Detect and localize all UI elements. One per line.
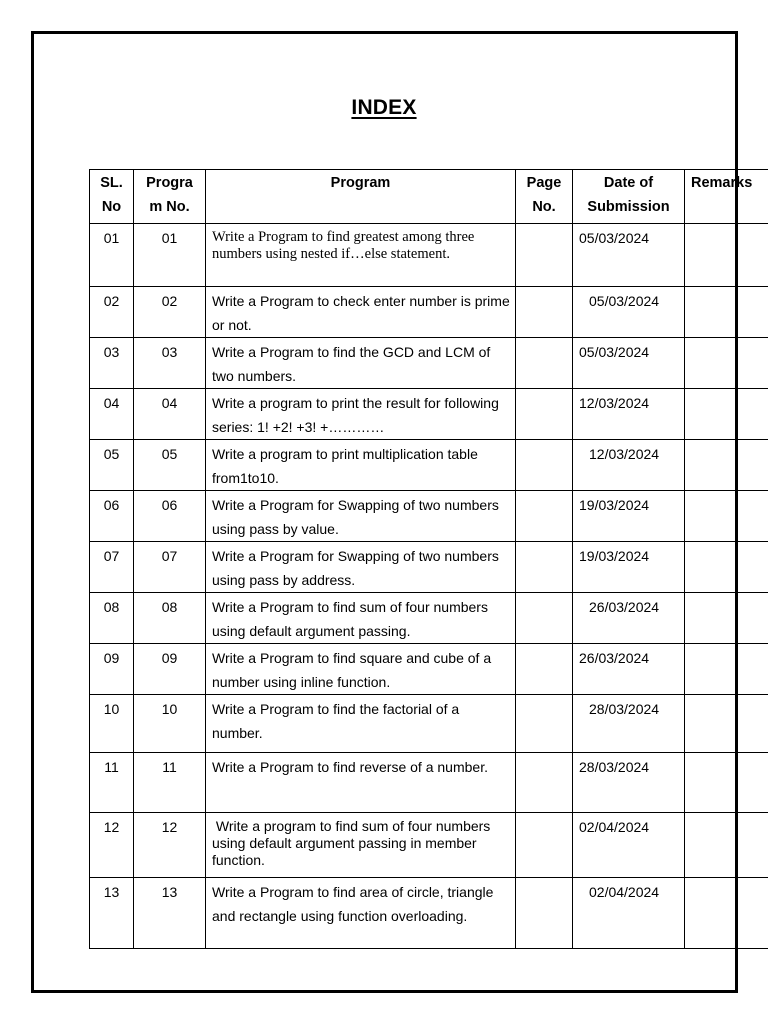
remarks-cell bbox=[685, 644, 768, 695]
sl-no-cell: 08 bbox=[90, 593, 134, 644]
page-no-cell bbox=[516, 389, 573, 440]
program-cell: Write a Program to find the GCD and LCM of two numbers. bbox=[206, 338, 516, 389]
remarks-cell bbox=[685, 593, 768, 644]
remarks-cell bbox=[685, 389, 768, 440]
table-row bbox=[90, 287, 768, 338]
program-cell: Write a Program for Swapping of two numbers using pass by address. bbox=[206, 542, 516, 593]
date-cell: 05/03/2024 bbox=[573, 287, 685, 338]
program-cell: Write a program to find sum of four numbers using default argument passing in member function. bbox=[206, 813, 516, 878]
program-no-cell: 08 bbox=[134, 593, 206, 644]
page-title: INDEX bbox=[351, 96, 417, 119]
date-cell: 19/03/2024 bbox=[573, 542, 685, 593]
table-row bbox=[90, 338, 768, 389]
program-no-cell: 01 bbox=[134, 224, 206, 287]
program-cell: Write a Program to find reverse of a number. bbox=[206, 753, 516, 813]
table-row bbox=[90, 593, 768, 644]
table-row bbox=[90, 753, 768, 813]
page-no-cell bbox=[516, 338, 573, 389]
remarks-cell bbox=[685, 542, 768, 593]
page-no-cell bbox=[516, 753, 573, 813]
page-no-cell bbox=[516, 440, 573, 491]
date-cell: 02/04/2024 bbox=[573, 813, 685, 878]
sl-no-cell: 10 bbox=[90, 695, 134, 753]
table-row bbox=[90, 695, 768, 753]
program-no-cell: 12 bbox=[134, 813, 206, 878]
sl-no-cell: 05 bbox=[90, 440, 134, 491]
program-cell: Write a Program to check enter number is prime or not. bbox=[206, 287, 516, 338]
date-cell: 28/03/2024 bbox=[573, 695, 685, 753]
date-cell: 02/04/2024 bbox=[573, 878, 685, 949]
table-header-row bbox=[90, 170, 768, 224]
remarks-cell bbox=[685, 440, 768, 491]
remarks-cell bbox=[685, 695, 768, 753]
sl-no-cell: 06 bbox=[90, 491, 134, 542]
page-no-cell bbox=[516, 542, 573, 593]
page-no-cell bbox=[516, 224, 573, 287]
date-cell: 12/03/2024 bbox=[573, 440, 685, 491]
program-cell: Write a Program to find sum of four numbers using default argument passing. bbox=[206, 593, 516, 644]
sl-no-cell: 01 bbox=[90, 224, 134, 287]
program-cell: Write a Program to find square and cube of a number using inline function. bbox=[206, 644, 516, 695]
sl-no-cell: 07 bbox=[90, 542, 134, 593]
table-row bbox=[90, 389, 768, 440]
remarks-cell bbox=[685, 287, 768, 338]
program-cell: Write a Program for Swapping of two numbers using pass by value. bbox=[206, 491, 516, 542]
table-row bbox=[90, 491, 768, 542]
index-table bbox=[89, 169, 768, 949]
sl-no-cell: 13 bbox=[90, 878, 134, 949]
date-cell: 28/03/2024 bbox=[573, 753, 685, 813]
table-row bbox=[90, 878, 768, 949]
header-sl-no: SL. No bbox=[90, 170, 134, 224]
page-no-cell bbox=[516, 287, 573, 338]
sl-no-cell: 12 bbox=[90, 813, 134, 878]
program-cell: Write a Program to find greatest among three numbers using nested if…else statement. bbox=[206, 224, 516, 287]
remarks-cell bbox=[685, 753, 768, 813]
remarks-cell bbox=[685, 813, 768, 878]
program-no-cell: 07 bbox=[134, 542, 206, 593]
date-cell: 26/03/2024 bbox=[573, 644, 685, 695]
remarks-cell bbox=[685, 224, 768, 287]
header-program-no: Progra m No. bbox=[134, 170, 206, 224]
remarks-cell bbox=[685, 878, 768, 949]
sl-no-cell: 02 bbox=[90, 287, 134, 338]
program-no-cell: 04 bbox=[134, 389, 206, 440]
program-no-cell: 10 bbox=[134, 695, 206, 753]
header-remarks: Remarks bbox=[685, 170, 768, 224]
program-no-cell: 09 bbox=[134, 644, 206, 695]
sl-no-cell: 09 bbox=[90, 644, 134, 695]
header-page-no: Page No. bbox=[516, 170, 573, 224]
date-cell: 05/03/2024 bbox=[573, 224, 685, 287]
page-no-cell bbox=[516, 695, 573, 753]
program-cell: Write a program to print multiplication table from1to10. bbox=[206, 440, 516, 491]
table-row bbox=[90, 224, 768, 287]
header-date-of-submission: Date of Submission bbox=[573, 170, 685, 224]
program-no-cell: 06 bbox=[134, 491, 206, 542]
sl-no-cell: 03 bbox=[90, 338, 134, 389]
page-no-cell bbox=[516, 593, 573, 644]
remarks-cell bbox=[685, 491, 768, 542]
program-no-cell: 05 bbox=[134, 440, 206, 491]
program-cell: Write a program to print the result for following series: 1! +2! +3! +………… bbox=[206, 389, 516, 440]
page-no-cell bbox=[516, 491, 573, 542]
program-cell: Write a Program to find the factorial of a number. bbox=[206, 695, 516, 753]
sl-no-cell: 11 bbox=[90, 753, 134, 813]
date-cell: 05/03/2024 bbox=[573, 338, 685, 389]
program-no-cell: 13 bbox=[134, 878, 206, 949]
sl-no-cell: 04 bbox=[90, 389, 134, 440]
date-cell: 19/03/2024 bbox=[573, 491, 685, 542]
page-no-cell bbox=[516, 644, 573, 695]
table-row bbox=[90, 440, 768, 491]
program-cell: Write a Program to find area of circle, triangle and rectangle using function overloading. bbox=[206, 878, 516, 949]
date-cell: 12/03/2024 bbox=[573, 389, 685, 440]
page-no-cell bbox=[516, 813, 573, 878]
date-cell: 26/03/2024 bbox=[573, 593, 685, 644]
table-row bbox=[90, 644, 768, 695]
program-no-cell: 11 bbox=[134, 753, 206, 813]
header-program: Program bbox=[206, 170, 516, 224]
program-no-cell: 03 bbox=[134, 338, 206, 389]
table-row bbox=[90, 813, 768, 878]
table-row bbox=[90, 542, 768, 593]
program-no-cell: 02 bbox=[134, 287, 206, 338]
page-no-cell bbox=[516, 878, 573, 949]
remarks-cell bbox=[685, 338, 768, 389]
